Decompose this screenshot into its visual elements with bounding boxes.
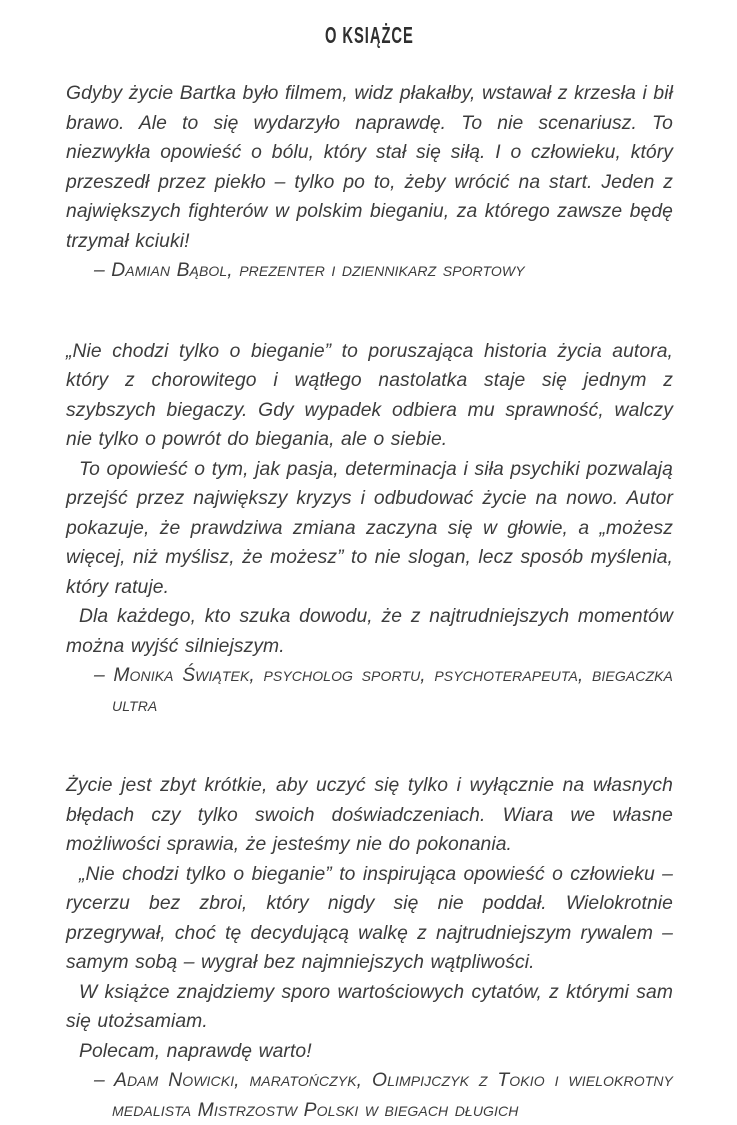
attribution: – Monika Świątek, psycholog sportu, psychoterapeuta, biegaczka ultra bbox=[94, 665, 673, 716]
paragraph: Polecam, naprawdę warto! bbox=[79, 1040, 312, 1062]
paragraph: „Nie chodzi tylko o bieganie” to poruszająca historia życia autora, który z chorowitego i wątłego nastolatka staje się jednym z szybszych biegaczy. Gdy wypadek odbiera mu sprawność, walczy nie tylko o powrót do biegania, ale o siebie. bbox=[66, 340, 673, 450]
paragraph: Gdyby życie Bartka było filmem, widz płakałby, wstawał z krzesła i bił brawo. Ale to się wydarzyło naprawdę. To nie scenariusz. To niezwykła opowieść o bólu, który stał się siłą. I o człowieku, który przeszedł przez piekło – tylko po to, żeby wrócić na start. Jeden z największych fighterów w polskim bieganiu, za którego zawsze będę trzymał kciuki! bbox=[66, 83, 673, 252]
review-section-2 bbox=[66, 337, 673, 721]
review-section-1 bbox=[66, 79, 673, 286]
page-title bbox=[66, 18, 673, 46]
paragraph: Dla każdego, kto szuka dowodu, że z najtrudniejszych momentów można wyjść silniejszym. bbox=[66, 606, 673, 657]
review-section-3 bbox=[66, 771, 673, 1125]
paragraph: W książce znajdziemy sporo wartościowych cytatów, z którymi sam się utożsamiam. bbox=[66, 981, 673, 1032]
paragraph: Życie jest zbyt krótkie, aby uczyć się tylko i wyłącznie na własnych błędach czy tylko swoich doświadczeniach. Wiara we własne możliwości sprawia, że jesteśmy nie do pokonania. bbox=[66, 775, 673, 855]
page-title-text: O KSIĄŻCE bbox=[325, 22, 414, 48]
paragraph: „Nie chodzi tylko o bieganie” to inspirująca opowieść o człowieku – rycerzu bez zbroi, który nigdy się nie poddał. Wielokrotnie przegrywał, choć tę decydującą walkę z najtrudniejszym rywalem – samym sobą – wygrał bez najmniejszych wątpliwości. bbox=[66, 863, 673, 973]
attribution: – Damian Bąbol, prezenter i dziennikarz sportowy bbox=[94, 260, 525, 281]
paragraph: To opowieść o tym, jak pasja, determinacja i siła psychiki pozwalają przejść przez największy kryzys i odbudować życie na nowo. Autor pokazuje, że prawdziwa zmiana zaczyna się w głowie, a „możesz więcej, niż myślisz, że możesz” to nie slogan, lecz sposób myślenia, który ratuje. bbox=[66, 458, 673, 598]
attribution: – Adam Nowicki, maratończyk, Olimpijczyk z Tokio i wielokrotny medalista Mistrzostw Polski w biegach długich bbox=[94, 1070, 673, 1121]
